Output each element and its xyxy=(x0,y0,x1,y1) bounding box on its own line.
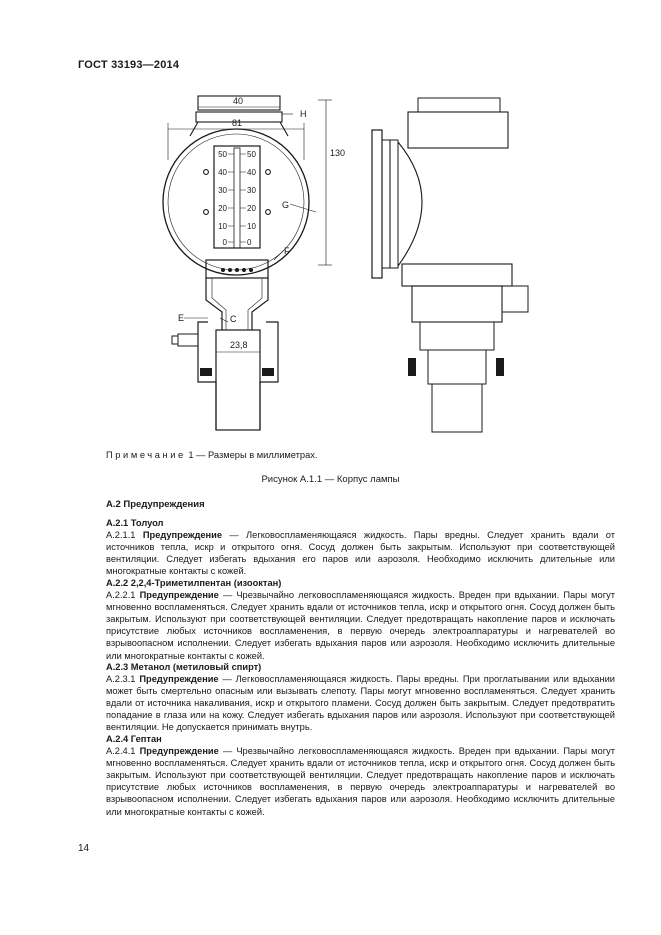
item-a21 xyxy=(106,517,615,577)
warning-label: Предупреждение xyxy=(139,674,219,685)
svg-text:30: 30 xyxy=(247,186,256,195)
item-number: А.2.1.1 xyxy=(106,530,136,541)
page-number: 14 xyxy=(78,843,90,854)
label-h: H xyxy=(300,109,307,119)
label-f: F xyxy=(284,246,290,256)
item-text: — Чрезвычайно легковоспламеняющаяся жидкость. Вреден при вдыхании. Пары могут мгновенно воспламеняться. Следует хранить вдали от источников тепла, искр и открытого огня. Сосуд должен быть закрытым. Используют при соответствующей вентиляции. Следует предотвращать накопление паров и исключать присутствие любых источников воспламенения, в первую очередь электроаппаратуры и нагревателей во взрывоопасном исполнении. Следует избегать вдыхания паров или аэрозоля. Необходимо исключить длительные или многократные контакты с кожей. xyxy=(106,746,615,817)
item-number: А.2.4.1 xyxy=(106,746,136,757)
svg-text:50: 50 xyxy=(218,150,227,159)
item-a23 xyxy=(106,661,615,734)
item-text: — Легковоспламеняющаяся жидкость. Пары вредны. При проглатывании или вдыхании может быть смертельно опасным или вызывать слепоту. Пары могут мгновенно воспламеняться. Следует хранить вдали от источника накаливания, искр и открытого пламени. Сосуд должен быть закрытым. Следует предотвратить попадание в глаза или на кожу. Следует избегать вдыхания паров или аэрозоля. Используют при соответствующей вентиляции. Не допускается принимать внутрь. xyxy=(106,674,615,733)
dim-130: 130 xyxy=(330,148,346,158)
item-number: А.2.2.1 xyxy=(106,590,136,601)
lamp-housing-drawing xyxy=(150,90,570,435)
item-heading: А.2.2 2,2,4-Триметилпентан (изооктан) xyxy=(106,578,282,588)
label-g: G xyxy=(282,200,290,210)
warning-label: Предупреждение xyxy=(142,530,223,541)
note-text: 1 — Размеры в миллиметрах. xyxy=(185,450,318,460)
scale-left-labels xyxy=(218,150,227,247)
item-heading: А.2.4 Гептан xyxy=(106,734,162,744)
svg-text:40: 40 xyxy=(218,168,227,177)
item-a24 xyxy=(106,733,615,818)
figure-caption: Рисунок А.1.1 — Корпус лампы xyxy=(261,474,400,485)
scale-right-labels xyxy=(247,150,256,247)
svg-text:0: 0 xyxy=(247,238,252,247)
item-text: — Чрезвычайно легковоспламеняющаяся жидкость. Вреден при вдыхании. Пары могут мгновенно воспламеняться. Следует хранить вдали от источников тепла, искр и открытого огня. Сосуд должен быть закрытым. Используют при соответствующей вентиляции. Следует предотвращать накопление паров и исключать присутствие любых источников воспламенения, в первую очередь электроаппаратуры и нагревателей во взрывоопасном исполнении. Следует избегать вдыхания паров или аэрозоля. Необходимо исключить длительные или многократные контакты с кожей. xyxy=(106,590,615,661)
document-header: ГОСТ 33193—2014 xyxy=(78,59,180,71)
item-heading: А.2.3 Метанол (метиловый спирт) xyxy=(106,662,262,672)
figure-note xyxy=(106,450,317,460)
item-number: А.2.3.1 xyxy=(106,674,136,685)
svg-text:50: 50 xyxy=(247,150,256,159)
svg-text:20: 20 xyxy=(247,204,256,213)
svg-text:20: 20 xyxy=(218,204,227,213)
dim-81: 81 xyxy=(232,118,243,128)
warning-label: Предупреждение xyxy=(139,746,219,757)
thermometer-plate xyxy=(214,146,260,248)
section-title: А.2 Предупреждения xyxy=(106,499,205,510)
item-a22 xyxy=(106,577,615,662)
dim-23-8: 23,8 xyxy=(230,340,248,350)
label-e: E xyxy=(178,313,185,323)
item-text: — Легковоспламеняющаяся жидкость. Пары вредны. Следует хранить вдали от источников тепла, искр и открытого огня. Сосуд должен быть закрытым. Используют при соответствующей вентиляции. Следует избегать вдыхания его паров или аэрозоля. Необходимо исключить длительные или многократные контакты с кожей. xyxy=(106,530,615,577)
side-view-flange xyxy=(372,130,382,278)
svg-text:10: 10 xyxy=(218,222,227,231)
label-c: C xyxy=(230,314,237,324)
svg-text:30: 30 xyxy=(218,186,227,195)
dim-40: 40 xyxy=(233,96,244,106)
warning-label: Предупреждение xyxy=(139,590,219,601)
svg-text:10: 10 xyxy=(247,222,256,231)
svg-text:40: 40 xyxy=(247,168,256,177)
note-prefix: Примечание xyxy=(106,450,186,460)
item-heading: А.2.1 Толуол xyxy=(106,518,164,528)
svg-text:0: 0 xyxy=(222,238,227,247)
